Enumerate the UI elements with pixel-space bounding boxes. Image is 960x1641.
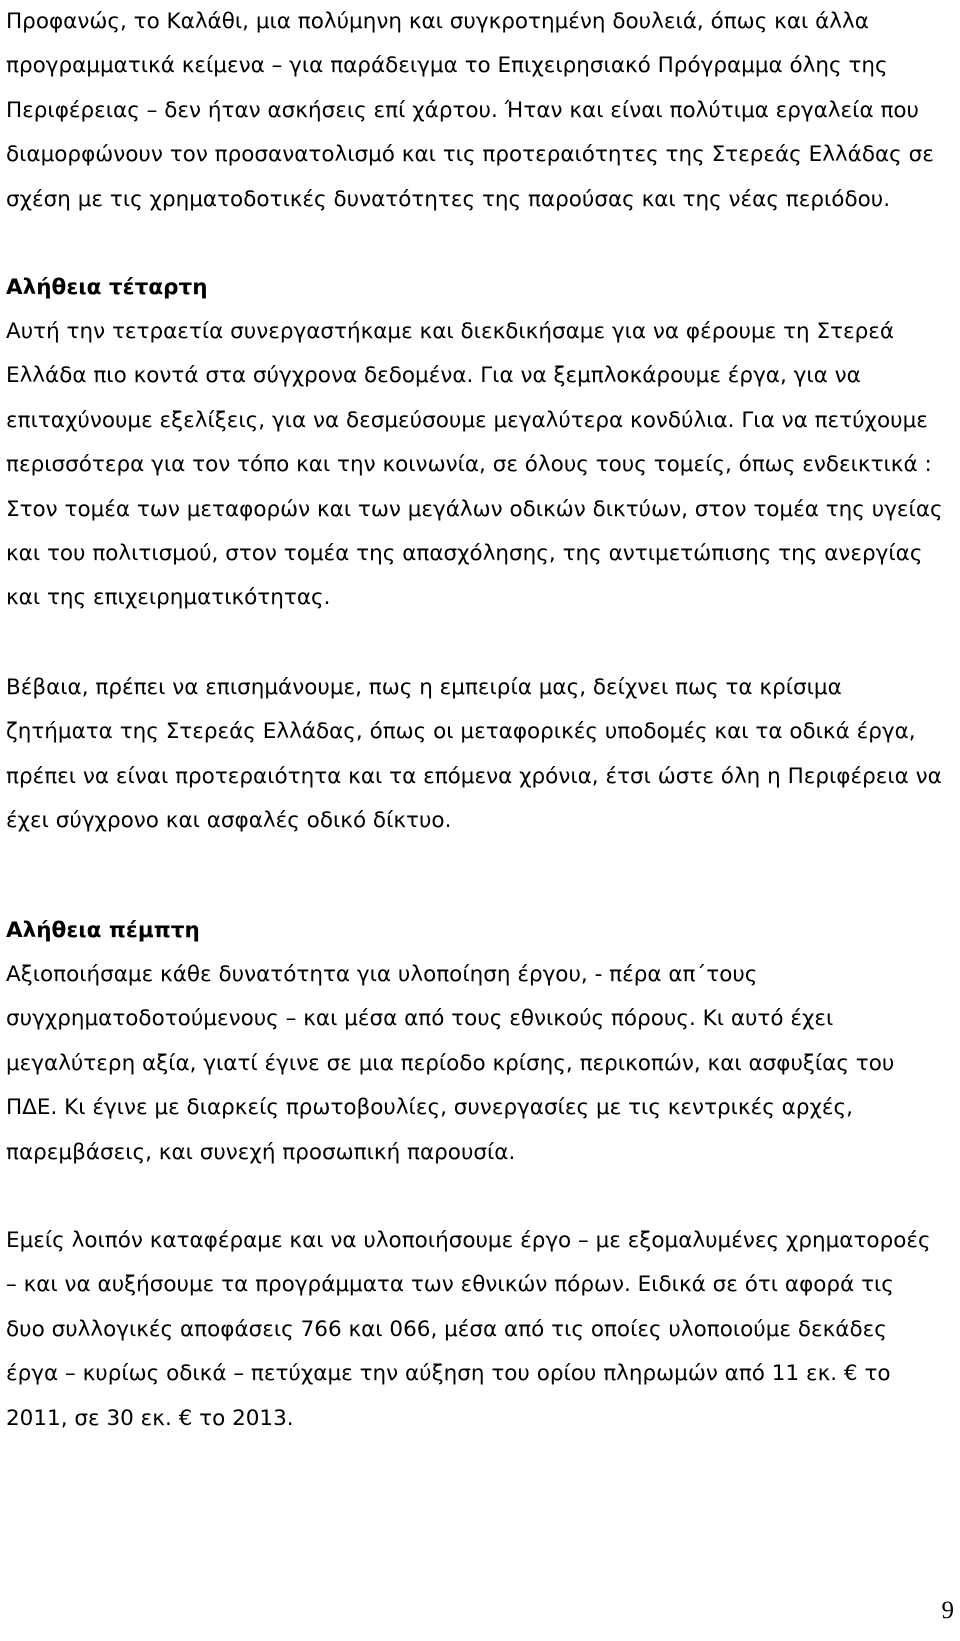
text-line: Στον τομέα των μεταφορών και των μεγάλων οδικών δικτύων, στον τομέα της υγείας [6, 496, 943, 522]
text-line: Αξιοποιήσαμε κάθε δυνατότητα για υλοποίηση έργου, - πέρα απ΄τους [6, 962, 758, 987]
text-line: σχέση με τις χρηματοδοτικές δυνατότητες της παρούσας και της νέας περιόδου. [6, 186, 891, 212]
text-line: πρέπει να είναι προτεραιότητα και τα επόμενα χρόνια, έτσι ώστε όλη η Περιφέρεια να [6, 763, 942, 789]
text-line: έχει σύγχρονο και ασφαλές οδικό δίκτυο. [6, 808, 452, 834]
text-line: διαμορφώνουν τον προσανατολισμό και τις προτεραιότητες της Στερεάς Ελλάδας σε [6, 142, 934, 168]
text-line: Εμείς λοιπόν καταφέραμε και να υλοποιήσουμε έργο – με εξομαλυμένες χρηματοροές [6, 1228, 931, 1253]
text-line: συγχρηματοδοτούμενους – και μέσα από τους εθνικούς πόρους. Κι αυτό έχει [6, 1006, 834, 1032]
paragraph-experience [6, 666, 954, 844]
text-line: Ελλάδα πιο κοντά στα σύγχρονα δεδομένα. Για να ξεμπλοκάρουμε έργα, για να [6, 363, 861, 389]
paragraph-kalathi [6, 0, 954, 222]
text-line: ΠΔΕ. Κι έγινε με διαρκείς πρωτοβουλίες, συνεργασίες με τις κεντρικές αρχές, [6, 1095, 853, 1121]
text-line: προγραμματικά κείμενα – για παράδειγμα το Επιχειρησιακό Πρόγραμμα όλης της [6, 53, 888, 79]
paragraph-cooperation [6, 310, 954, 621]
text-line: και της επιχειρηματικότητας. [6, 585, 331, 611]
text-line: Βέβαια, πρέπει να επισημάνουμε, πως η εμπειρία μας, δείχνει πως τα κρίσιμα [6, 675, 842, 700]
text-line: Περιφέρειας – δεν ήταν ασκήσεις επί χάρτου. Ήταν και είναι πολύτιμα εργαλεία που [6, 97, 919, 123]
text-line: – και να αυξήσουμε τα προγράμματα των εθνικών πόρων. Ειδικά σε ότι αφορά τις [6, 1272, 894, 1298]
heading-fifth-truth: Αλήθεια πέμπτη [6, 918, 200, 943]
text-line: παρεμβάσεις, και συνεχή προσωπική παρουσία. [6, 1139, 516, 1165]
paragraph-resources [6, 953, 954, 1175]
heading-fourth-truth: Αλήθεια τέταρτη [6, 275, 208, 300]
text-line: ζητήματα της Στερεάς Ελλάδας, όπως οι μεταφορικές υποδομές και τα οδικά έργα, [6, 719, 916, 745]
page-number: 9 [941, 1597, 954, 1624]
text-line: δυο συλλογικές αποφάσεις 766 και 066, μέσα από τις οποίες υλοποιούμε δεκάδες [6, 1316, 887, 1342]
text-line: περισσότερα για τον τόπο και την κοινωνία, σε όλους τους τομείς, όπως ενδεικτικά : [6, 452, 932, 478]
text-line: Προφανώς, το Καλάθι, μια πολύμηνη και συγκροτημένη δουλειά, όπως και άλλα [6, 9, 869, 34]
text-line: επιταχύνουμε εξελίξεις, για να δεσμεύσουμε μεγαλύτερα κονδύλια. Για να πετύχουμε [6, 407, 928, 433]
text-line: και του πολιτισμού, στον τομέα της απασχόλησης, της αντιμετώπισης της ανεργίας [6, 541, 923, 567]
paragraph-achievements [6, 1219, 954, 1441]
text-line: Αυτή την τετραετία συνεργαστήκαμε και διεκδικήσαμε για να φέρουμε τη Στερεά [6, 319, 895, 344]
text-line: μεγαλύτερη αξία, γιατί έγινε σε μια περίοδο κρίσης, περικοπών, και ασφυξίας του [6, 1050, 895, 1076]
text-line: έργα – κυρίως οδικά – πετύχαμε την αύξηση του ορίου πληρωμών από 11 εκ. € το [6, 1361, 891, 1387]
text-line: 2011, σε 30 εκ. € το 2013. [6, 1405, 294, 1431]
